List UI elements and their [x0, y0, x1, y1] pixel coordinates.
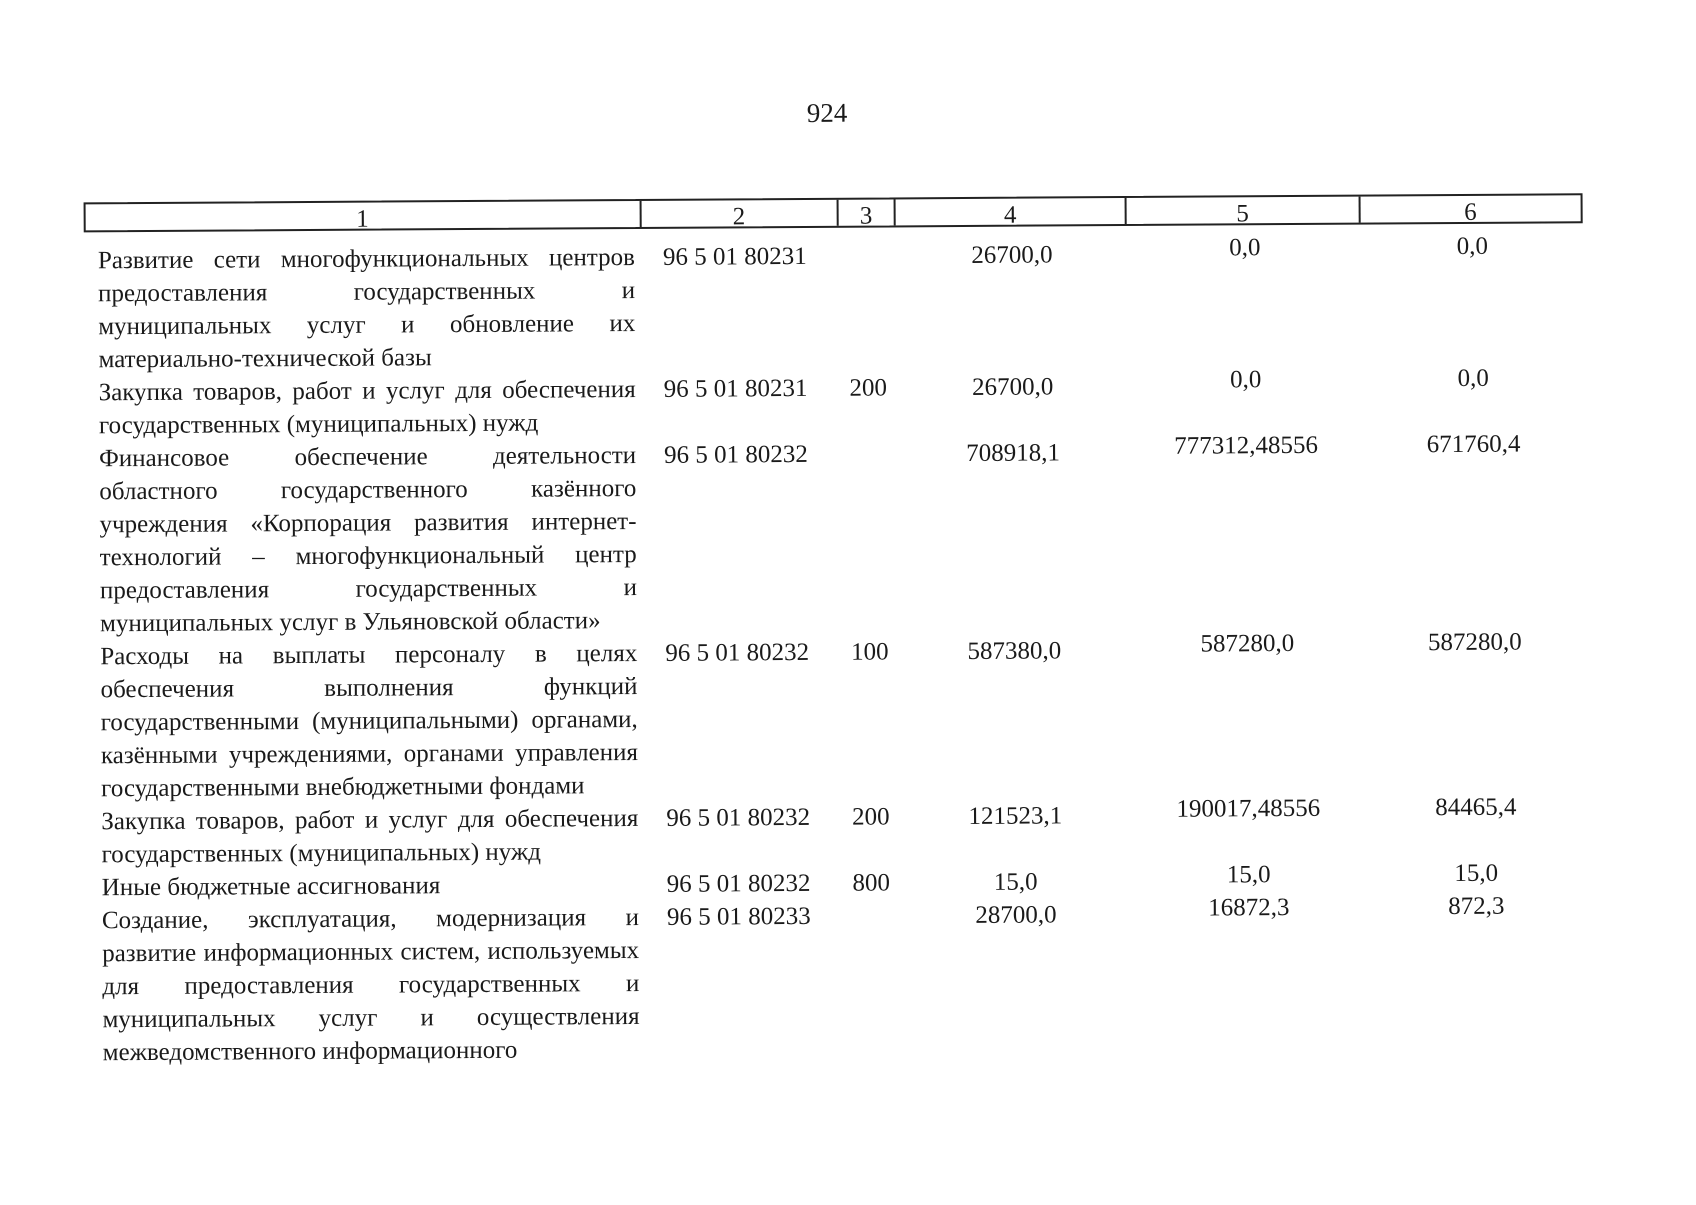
row-value-4: 587380,0: [898, 634, 1130, 668]
row-type: 200: [840, 371, 897, 404]
row-name: Расходы на выплаты персоналу в целях обеспечения выполнения функций государственными (муниципальными) органами, казёнными учреждениями, органами управления государственными внебюджетными фондами: [86, 637, 644, 805]
header-col-3: 3: [839, 199, 896, 225]
row-code: 96 5 01 80232: [643, 636, 841, 670]
row-value-4: 708918,1: [897, 436, 1129, 470]
row-type: 200: [842, 800, 899, 833]
page-number: 924: [767, 97, 887, 129]
row-name: Создание, эксплуатация, модернизация и развитие информационных систем, используемых для предоставления государственных и муниципальных услуг и осуществления межведомственного информационного: [88, 901, 646, 1069]
row-value-6: 84465,4: [1365, 790, 1586, 824]
row-value-5: 777312,48556: [1129, 429, 1363, 463]
table-row: [88, 895, 1588, 1069]
row-code: 96 5 01 80233: [645, 900, 843, 934]
row-value-4: 26700,0: [897, 370, 1129, 404]
row-value-5: 15,0: [1132, 858, 1366, 892]
table-row: [85, 433, 1585, 640]
table-row: [86, 631, 1586, 805]
row-value-6: 587280,0: [1364, 625, 1585, 659]
header-col-4: 4: [895, 198, 1127, 225]
table-row: [84, 235, 1584, 376]
row-value-5: 0,0: [1129, 363, 1363, 397]
row-code: 96 5 01 80231: [642, 372, 840, 406]
row-value-5: 0,0: [1128, 231, 1362, 265]
row-code: 96 5 01 80231: [641, 240, 839, 274]
row-value-4: 15,0: [900, 865, 1132, 899]
header-col-5: 5: [1127, 197, 1361, 224]
row-value-6: 0,0: [1362, 229, 1583, 263]
header-col-1: 1: [86, 201, 642, 230]
row-code: 96 5 01 80232: [645, 867, 843, 901]
row-value-4: 121523,1: [899, 799, 1131, 833]
row-value-5: 587280,0: [1130, 627, 1364, 661]
row-name: Финансовое обеспечение деятельности областного государственного казённого учреждения «Корпорация развития интернет-технологий – многофункциональный центр предоставления государственных и муниципальных услуг в Ульяновской области»: [85, 439, 643, 640]
row-value-5: 190017,48556: [1131, 792, 1365, 826]
row-code: 96 5 01 80232: [642, 438, 840, 472]
row-value-6: 15,0: [1366, 856, 1587, 890]
row-value-4: 28700,0: [900, 898, 1132, 932]
row-name: Закупка товаров, работ и услуг для обеспечения государственных (муниципальных) нужд: [85, 373, 642, 442]
row-value-6: 671760,4: [1363, 427, 1584, 461]
row-type: 800: [843, 866, 900, 899]
header-col-2: 2: [641, 200, 839, 227]
row-code: 96 5 01 80232: [644, 801, 842, 835]
row-value-6: 0,0: [1363, 361, 1584, 395]
row-name: Закупка товаров, работ и услуг для обеспечения государственных (муниципальных) нужд: [87, 802, 644, 871]
row-name: Развитие сети многофункциональных центров предоставления государственных и муниципальных услуг и обновление их материально-технической базы: [84, 241, 642, 376]
header-col-6: 6: [1360, 195, 1581, 222]
row-value-6: 872,3: [1366, 889, 1587, 923]
table-header-row: [84, 193, 1583, 232]
row-name: Иные бюджетные ассигнования: [88, 868, 645, 904]
row-type: 100: [841, 635, 898, 668]
table-body: [84, 235, 1588, 1069]
row-value-5: 16872,3: [1132, 891, 1366, 925]
row-value-4: 26700,0: [896, 238, 1128, 272]
